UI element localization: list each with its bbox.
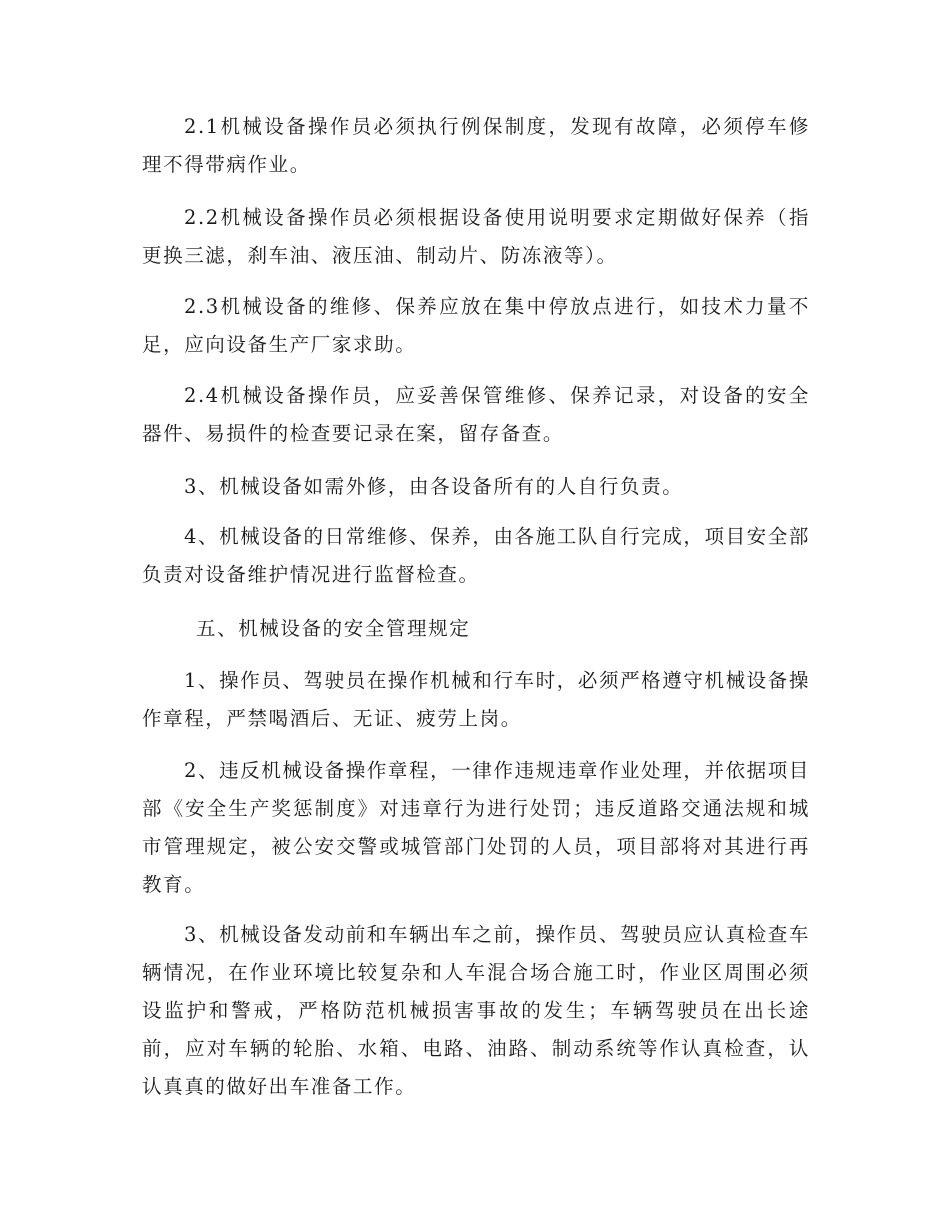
paragraph-2-4: 2.4机械设备操作员，应妥善保管维修、保养记录，对设备的安全器件、易损件的检查要记录在案，留存备查。 [142, 384, 810, 445]
paragraph-2-1: 2.1机械设备操作员必须执行例保制度，发现有故障，必须停车修理不得带病作业。 [142, 115, 810, 176]
paragraph-3: 3、机械设备如需外修，由各设备所有的人自行负责。 [184, 475, 684, 498]
paragraph-4: 4、机械设备的日常维修、保养，由各施工队自行完成，项目安全部负责对设备维护情况进行监督检查。 [142, 525, 810, 586]
paragraph-5-3: 3、机械设备发动前和车辆出车之前，操作员、驾驶员应认真检查车辆情况，在作业环境比较复杂和人车混合场合施工时，作业区周围必须设监护和警戒，严格防范机械损害事故的发生；车辆驾驶员在出长途前，应对车辆的轮胎、水箱、电路、油路、制动系统等作认真检查，认认真真的做好出车准备工作。 [142, 923, 810, 1098]
section-heading-5: 五、机械设备的安全管理规定 [196, 617, 471, 640]
paragraph-2-2: 2.2机械设备操作员必须根据设备使用说明要求定期做好保养（指更换三滤，刹车油、液压油、制动片、防冻液等）。 [142, 206, 810, 267]
paragraph-2-3: 2.3机械设备的维修、保养应放在集中停放点进行，如技术力量不足，应向设备生产厂家求助。 [142, 295, 810, 356]
paragraph-5-2: 2、违反机械设备操作章程，一律作违规违章作业处理，并依据项目部《安全生产奖惩制度》对违章行为进行处罚；违反道路交通法规和城市管理规定，被公安交警或城管部门处罚的人员，项目部将对其进行再教育。 [142, 759, 810, 896]
paragraph-5-1: 1、操作员、驾驶员在操作机械和行车时，必须严格遵守机械设备操作章程，严禁喝酒后、无证、疲劳上岗。 [142, 669, 810, 730]
